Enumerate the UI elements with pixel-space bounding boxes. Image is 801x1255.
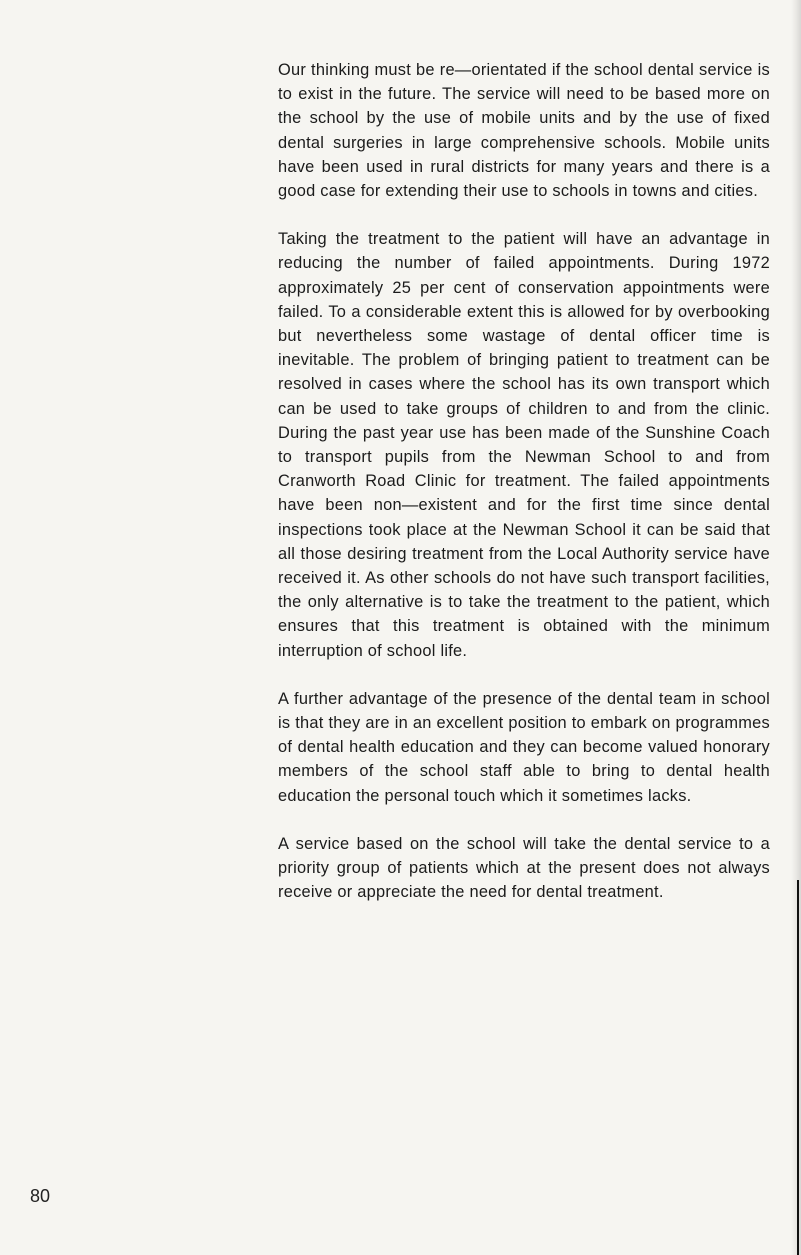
paragraph-failed-appointments: Taking the treatment to the patient will have an advantage in reducing the number of failed appointments. During 1972 approximately 25 per cent of conservation appointments were failed. To a considerable extent this is allowed for by overbooking but nevertheless some wastage of dental officer time is inevitable. The problem of bringing patient to treatment can be resolved in cases where the school has its own transport which can be used to take groups of children to and from the clinic. During the past year use has been made of the Sunshine Coach to transport pupils from the Newman School to and from Cranworth Road Clinic for treatment. The failed appointments have been non—existent and for the first time since dental inspections took place at the Newman School it can be said that all those desiring treatment from the Local Authority service have received it. As other schools do not have such transport facilities, the only alternative is to take the treatment to the patient, which ensures that this treatment is obtained with the minimum interruption of school life. xyxy=(278,230,770,660)
page-edge-shadow xyxy=(791,0,801,1255)
paragraph-health-education: A further advantage of the presence of the dental team in school is that they are in an excellent position to embark on programmes of dental health education and they can become valued honorary members of the school staff able to bring to dental health education the personal touch which it sometimes lacks. xyxy=(278,689,770,805)
paragraph-school-based-service: Our thinking must be re—orientated if the school dental service is to exist in the future. The service will need to be based more on the school by the use of mobile units and by the use of fixed dental surgeries in large comprehensive schools. Mobile units have been used in rural districts for many years and there is a good case for extending their use to schools in towns and cities. xyxy=(278,61,770,201)
body-text xyxy=(278,58,770,905)
paragraph-priority-group: A service based on the school will take the dental service to a priority group of patients which at the present does not always receive or appreciate the need for dental treatment. xyxy=(278,834,770,902)
page-edge-line xyxy=(797,880,799,1255)
page-number: 80 xyxy=(30,1186,51,1206)
